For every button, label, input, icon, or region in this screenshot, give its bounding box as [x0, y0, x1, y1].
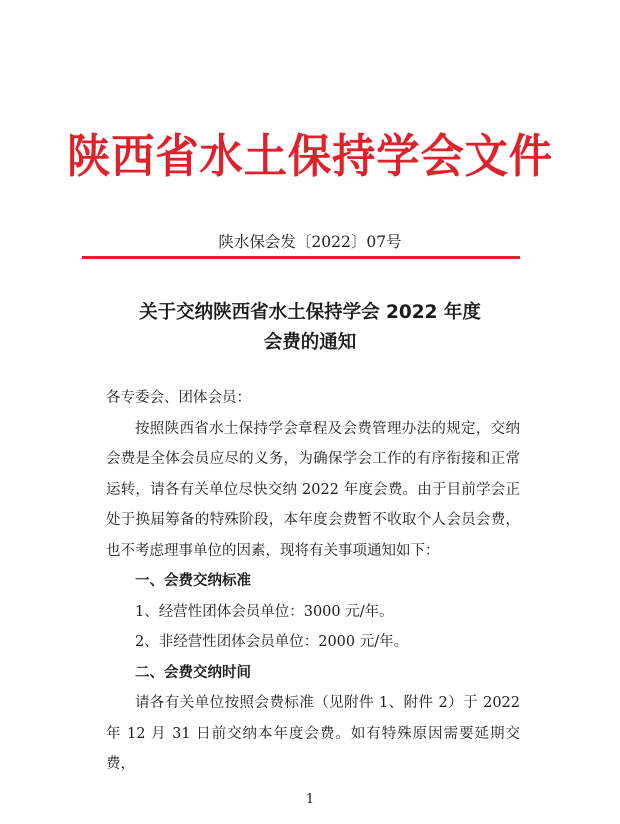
masthead-title: 陕西省水土保持学会文件	[67, 129, 553, 183]
page-number: 1	[305, 792, 315, 807]
fee-item-commercial: 1、经营性团体会员单位：3000 元/年。	[135, 603, 394, 620]
section-heading-payment-time: 二、会费交纳时间	[135, 664, 251, 681]
section-heading-fee-standard: 一、会费交纳标准	[135, 573, 251, 589]
notice-body	[106, 383, 520, 780]
red-divider-line	[82, 256, 520, 259]
paragraph-payment-time: 请各有关单位按照会费标准（见附件 1、附件 2）于 2022 年 12 月 31 日前交纳本年度会费。如有特殊原因需要延期交费，	[106, 695, 520, 772]
paragraph-intro: 按照陕西省水土保持学会章程及会费管理办法的规定，交纳会费是全体会员应尽的义务，为确保学会工作的有序衔接和正常运转，请各有关单位尽快交纳 2022 年度会费。由于目前学会正处于换届筹备的特殊阶段，本年度会费暂不收取个人会员会费，也不考虑理事单位的因素，现将有关事项通知如下：	[106, 420, 520, 559]
fee-item-noncommercial: 2、非经营性团体会员单位：2000 元/年。	[135, 634, 409, 650]
title-line-1: 关于交纳陕西省水土保持学会 2022 年度	[139, 302, 481, 323]
document-number: 陕水保会发〔2022〕07号	[218, 233, 402, 251]
notice-title	[0, 298, 620, 358]
title-line-2: 会费的通知	[263, 332, 357, 353]
salutation: 各专委会、团体会员：	[106, 390, 251, 406]
